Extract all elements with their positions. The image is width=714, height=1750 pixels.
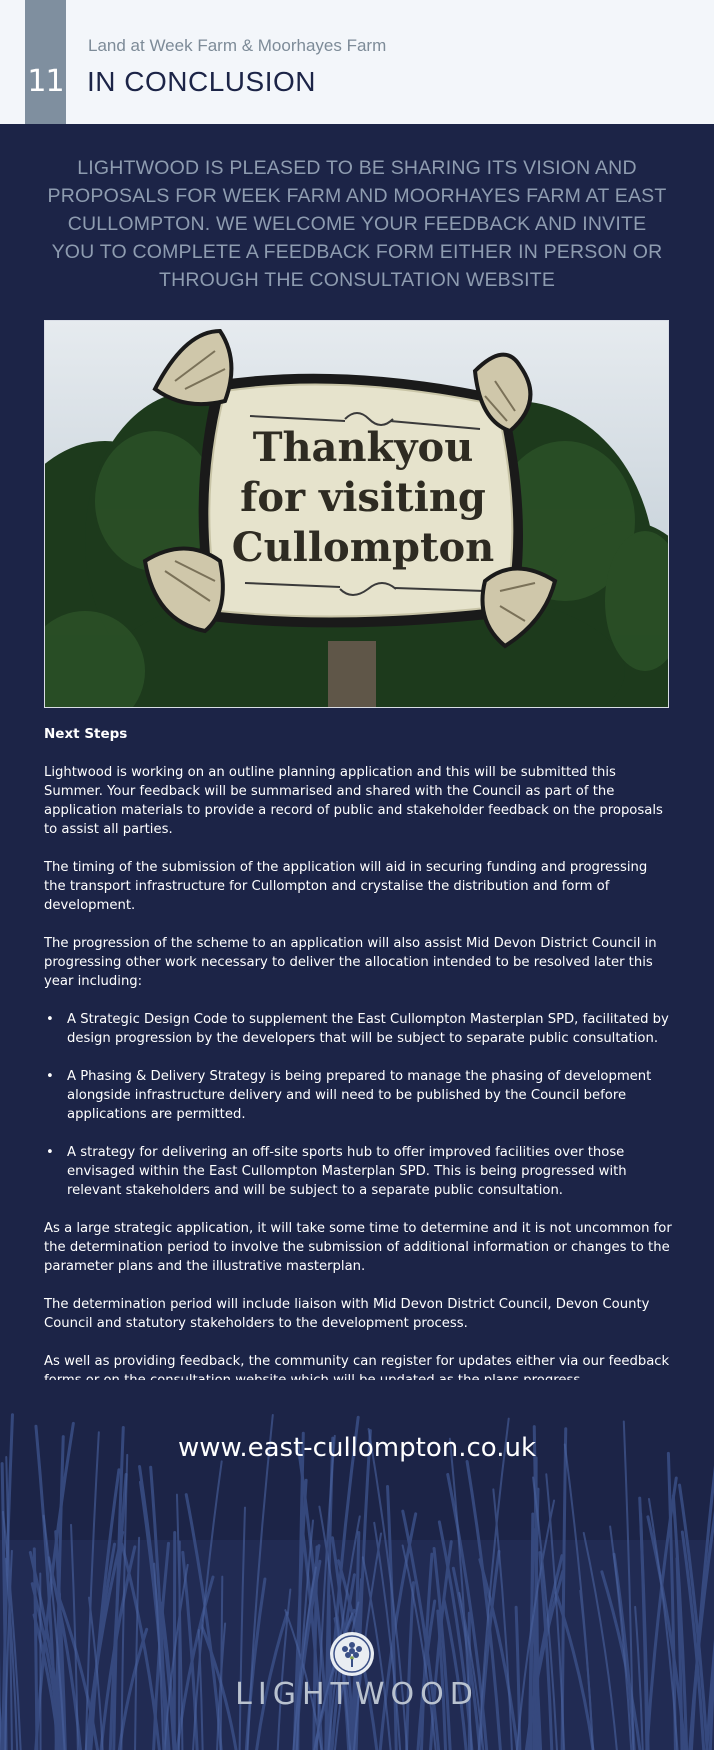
page-subtitle: Land at Week Farm & Moorhayes Farm bbox=[88, 36, 387, 55]
lightwood-wordmark: LIGHTWOOD bbox=[235, 1677, 479, 1712]
paragraph: The timing of the submission of the application will aid in securing funding and progressing the transport infrastructure for Cullompton and crystalise the distribution and form of development. bbox=[44, 860, 648, 913]
paragraph: The progression of the scheme to an application will also assist Mid Devon District Council in progressing other work necessary to deliver the allocation intended to be resolved later this year including: bbox=[44, 936, 657, 989]
page-title: IN CONCLUSION bbox=[87, 66, 316, 97]
paragraph: Lightwood is working on an outline planning application and this will be submitted this Summer. Your feedback will be summarised and shared with the Council as part of the application materials to provide a record of public and stakeholder feedback on the proposals to assist all parties. bbox=[44, 765, 663, 837]
list-item bbox=[44, 1143, 672, 1200]
intro-statement: LIGHTWOOD IS PLEASED TO BE SHARING ITS VISION AND PROPOSALS FOR WEEK FARM AND MOORHAYES FARM AT EAST CULLOMPTON. WE WELCOME YOUR FEEDBACK AND INVITE YOU TO COMPLETE A FEEDBACK FORM EITHER IN PERSON OR THROUGH THE CONSULTATION WEBSITE bbox=[47, 157, 667, 291]
next-steps-heading: Next Steps bbox=[44, 726, 128, 742]
list-item-text: A Strategic Design Code to supplement the East Cullompton Masterplan SPD, facilitated by design progression by the developers that will be subject to separate public consultation. bbox=[67, 1012, 669, 1046]
lightwood-tree-logo bbox=[329, 1631, 375, 1677]
welcome-sign-photo bbox=[44, 320, 669, 708]
next-steps-section bbox=[44, 725, 672, 1409]
sign-line-1: Thankyou bbox=[252, 424, 474, 471]
bullet: • bbox=[46, 1145, 54, 1160]
section-number-strip bbox=[25, 0, 66, 124]
paragraph: As well as providing feedback, the community can register for updates either via our feedback bbox=[44, 1354, 670, 1369]
sign-line-3: Cullompton bbox=[231, 524, 495, 571]
sign-line-2: for visiting bbox=[240, 474, 486, 521]
bullet: • bbox=[46, 1069, 54, 1084]
paragraph: The determination period will include liaison with Mid Devon District Council, Devon County Council and statutory stakeholders to the development process. bbox=[44, 1297, 650, 1331]
list-item-text: A strategy for delivering an off-site sports hub to offer improved facilities over those envisaged within the East Cullompton Masterplan SPD. This is being progressed with relevant stakeholders and will be subject to a separate public consultation. bbox=[67, 1145, 627, 1198]
section-number: 11 bbox=[27, 64, 64, 99]
page-header bbox=[0, 0, 714, 124]
bullet: • bbox=[46, 1012, 54, 1027]
list-item bbox=[44, 1010, 672, 1048]
consultation-website-link[interactable]: www.east-cullompton.co.uk bbox=[177, 1433, 537, 1463]
paragraph: As a large strategic application, it will take some time to determine and it is not uncommon for the determination period to involve the submission of additional information or changes to the parameter plans and the illustrative masterplan. bbox=[44, 1221, 672, 1274]
list-item-text: A Phasing & Delivery Strategy is being prepared to manage the phasing of development alongside infrastructure delivery and will need to be published by the Council before applications are permitted. bbox=[67, 1069, 652, 1122]
list-item bbox=[44, 1067, 672, 1124]
work-items-list bbox=[44, 1010, 672, 1200]
